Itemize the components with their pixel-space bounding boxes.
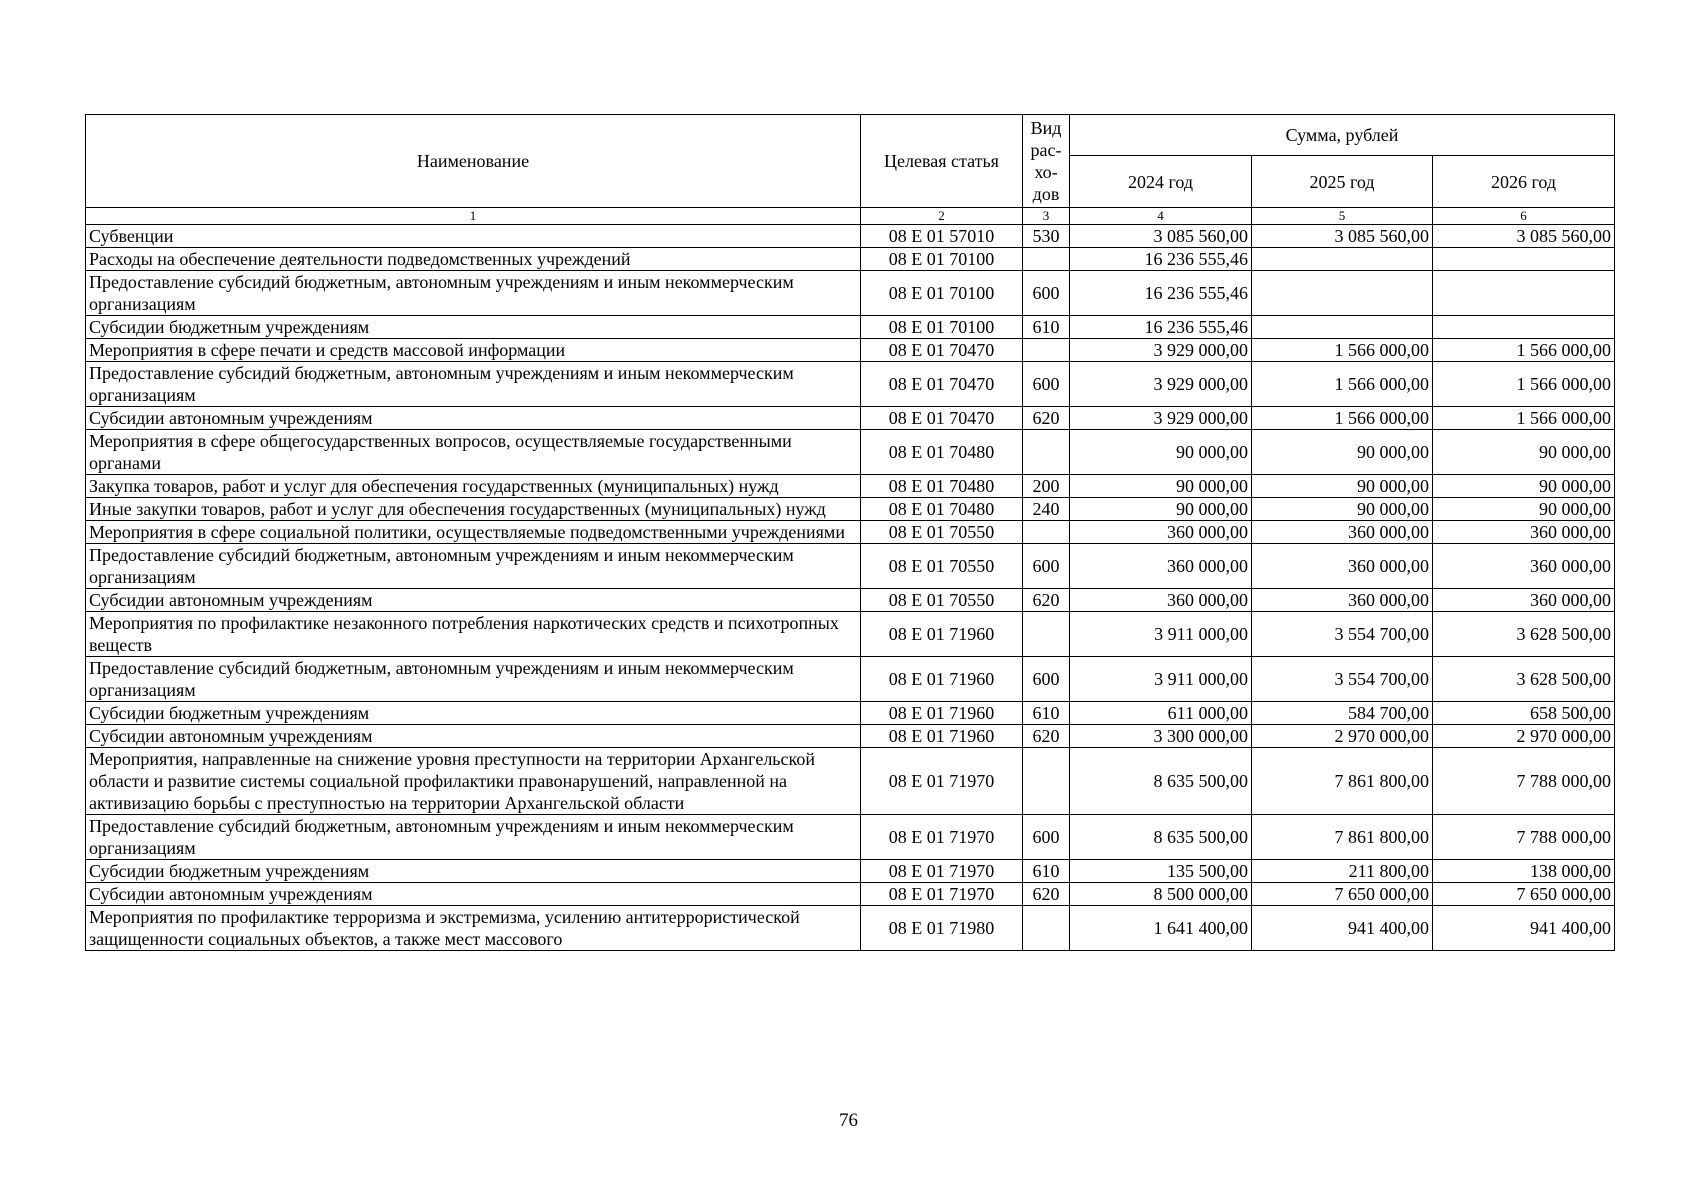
row-name: Мероприятия в сфере социальной политики, осуществляемые подведомственными учреждениями — [86, 521, 861, 544]
amount-2024: 3 929 000,00 — [1070, 339, 1252, 362]
amount-2025: 941 400,00 — [1252, 906, 1433, 951]
amount-2024: 360 000,00 — [1070, 544, 1252, 589]
amount-2026: 90 000,00 — [1433, 498, 1615, 521]
header-sum: Сумма, рублей — [1070, 115, 1615, 156]
amount-2024: 611 000,00 — [1070, 702, 1252, 725]
table-row — [86, 362, 1615, 407]
target-article-code: 08 Е 01 71960 — [861, 612, 1023, 657]
target-article-code: 08 Е 01 70480 — [861, 430, 1023, 475]
amount-2026: 7 788 000,00 — [1433, 815, 1615, 860]
table-row — [86, 883, 1615, 906]
target-article-code: 08 Е 01 70550 — [861, 521, 1023, 544]
expense-type-code: 600 — [1023, 544, 1070, 589]
amount-2024: 3 929 000,00 — [1070, 362, 1252, 407]
table-row — [86, 702, 1615, 725]
amount-2026: 90 000,00 — [1433, 430, 1615, 475]
expense-type-code: 620 — [1023, 725, 1070, 748]
target-article-code: 08 Е 01 70100 — [861, 316, 1023, 339]
amount-2026: 3 085 560,00 — [1433, 225, 1615, 248]
table-body — [86, 225, 1615, 951]
table-header — [86, 115, 1615, 225]
row-name: Мероприятия по профилактике терроризма и экстремизма, усилению антитеррористической защищенности социальных объектов, а также мест массового — [86, 906, 861, 951]
row-name: Субсидии бюджетным учреждениям — [86, 860, 861, 883]
expense-type-code — [1023, 521, 1070, 544]
amount-2026: 3 628 500,00 — [1433, 657, 1615, 702]
amount-2024: 8 635 500,00 — [1070, 815, 1252, 860]
amount-2024: 3 300 000,00 — [1070, 725, 1252, 748]
target-article-code: 08 Е 01 71970 — [861, 748, 1023, 815]
column-number: 6 — [1433, 208, 1615, 225]
expense-type-code — [1023, 906, 1070, 951]
table-row — [86, 271, 1615, 316]
table-row — [86, 407, 1615, 430]
amount-2024: 135 500,00 — [1070, 860, 1252, 883]
table-row — [86, 225, 1615, 248]
row-name: Мероприятия в сфере печати и средств массовой информации — [86, 339, 861, 362]
row-name: Предоставление субсидий бюджетным, автономным учреждениям и иным некоммерческим организациям — [86, 815, 861, 860]
amount-2025: 7 650 000,00 — [1252, 883, 1433, 906]
table-row — [86, 906, 1615, 951]
table-row — [86, 725, 1615, 748]
expense-type-code: 240 — [1023, 498, 1070, 521]
amount-2025: 7 861 800,00 — [1252, 748, 1433, 815]
target-article-code: 08 Е 01 71960 — [861, 702, 1023, 725]
amount-2026: 7 650 000,00 — [1433, 883, 1615, 906]
amount-2025: 1 566 000,00 — [1252, 407, 1433, 430]
column-number: 2 — [861, 208, 1023, 225]
table-row — [86, 498, 1615, 521]
target-article-code: 08 Е 01 71960 — [861, 725, 1023, 748]
target-article-code: 08 Е 01 57010 — [861, 225, 1023, 248]
column-number-row — [86, 208, 1615, 225]
header-expense-type: Вид рас-хо-дов — [1023, 115, 1070, 208]
target-article-code: 08 Е 01 70470 — [861, 339, 1023, 362]
table-row — [86, 475, 1615, 498]
amount-2024: 16 236 555,46 — [1070, 271, 1252, 316]
table-row — [86, 430, 1615, 475]
table-row — [86, 657, 1615, 702]
amount-2025: 211 800,00 — [1252, 860, 1433, 883]
target-article-code: 08 Е 01 71970 — [861, 815, 1023, 860]
column-number: 3 — [1023, 208, 1070, 225]
amount-2026: 1 566 000,00 — [1433, 407, 1615, 430]
row-name: Субвенции — [86, 225, 861, 248]
header-year-2024: 2024 год — [1070, 156, 1252, 208]
amount-2025: 360 000,00 — [1252, 544, 1433, 589]
expense-type-code: 610 — [1023, 860, 1070, 883]
expense-type-code: 200 — [1023, 475, 1070, 498]
expense-type-code: 600 — [1023, 362, 1070, 407]
amount-2024: 90 000,00 — [1070, 475, 1252, 498]
amount-2024: 8 635 500,00 — [1070, 748, 1252, 815]
header-name: Наименование — [86, 115, 861, 208]
amount-2025: 584 700,00 — [1252, 702, 1433, 725]
header-year-2025: 2025 год — [1252, 156, 1433, 208]
amount-2025: 360 000,00 — [1252, 589, 1433, 612]
expense-type-code: 530 — [1023, 225, 1070, 248]
amount-2026: 90 000,00 — [1433, 475, 1615, 498]
expense-type-code — [1023, 339, 1070, 362]
amount-2025: 1 566 000,00 — [1252, 362, 1433, 407]
amount-2024: 3 085 560,00 — [1070, 225, 1252, 248]
amount-2024: 8 500 000,00 — [1070, 883, 1252, 906]
amount-2025 — [1252, 271, 1433, 316]
amount-2024: 3 929 000,00 — [1070, 407, 1252, 430]
row-name: Предоставление субсидий бюджетным, автономным учреждениям и иным некоммерческим организациям — [86, 362, 861, 407]
amount-2026 — [1433, 248, 1615, 271]
amount-2025: 90 000,00 — [1252, 498, 1433, 521]
amount-2026: 658 500,00 — [1433, 702, 1615, 725]
expense-type-code: 600 — [1023, 815, 1070, 860]
row-name: Субсидии бюджетным учреждениям — [86, 316, 861, 339]
row-name: Субсидии бюджетным учреждениям — [86, 702, 861, 725]
table-row — [86, 748, 1615, 815]
amount-2025: 3 554 700,00 — [1252, 657, 1433, 702]
amount-2024: 3 911 000,00 — [1070, 612, 1252, 657]
header-target-article: Целевая статья — [861, 115, 1023, 208]
amount-2026 — [1433, 316, 1615, 339]
row-name: Субсидии автономным учреждениям — [86, 589, 861, 612]
amount-2024: 16 236 555,46 — [1070, 248, 1252, 271]
amount-2026: 360 000,00 — [1433, 589, 1615, 612]
expense-type-code — [1023, 612, 1070, 657]
row-name: Предоставление субсидий бюджетным, автономным учреждениям и иным некоммерческим организациям — [86, 657, 861, 702]
row-name: Мероприятия в сфере общегосударственных вопросов, осуществляемые государственными органами — [86, 430, 861, 475]
expense-type-code — [1023, 748, 1070, 815]
row-name: Иные закупки товаров, работ и услуг для обеспечения государственных (муниципальных) нужд — [86, 498, 861, 521]
target-article-code: 08 Е 01 70100 — [861, 271, 1023, 316]
target-article-code: 08 Е 01 70100 — [861, 248, 1023, 271]
amount-2024: 3 911 000,00 — [1070, 657, 1252, 702]
amount-2026: 2 970 000,00 — [1433, 725, 1615, 748]
column-number: 4 — [1070, 208, 1252, 225]
amount-2024: 16 236 555,46 — [1070, 316, 1252, 339]
table-row — [86, 612, 1615, 657]
row-name: Субсидии автономным учреждениям — [86, 883, 861, 906]
amount-2025 — [1252, 316, 1433, 339]
expense-type-code: 620 — [1023, 407, 1070, 430]
amount-2024: 360 000,00 — [1070, 521, 1252, 544]
expense-type-code: 620 — [1023, 589, 1070, 612]
amount-2025: 360 000,00 — [1252, 521, 1433, 544]
budget-table — [85, 114, 1615, 951]
target-article-code: 08 Е 01 70550 — [861, 544, 1023, 589]
amount-2025: 2 970 000,00 — [1252, 725, 1433, 748]
amount-2026: 138 000,00 — [1433, 860, 1615, 883]
amount-2025: 3 085 560,00 — [1252, 225, 1433, 248]
amount-2025: 1 566 000,00 — [1252, 339, 1433, 362]
expense-type-code: 600 — [1023, 657, 1070, 702]
target-article-code: 08 Е 01 70480 — [861, 475, 1023, 498]
amount-2024: 1 641 400,00 — [1070, 906, 1252, 951]
column-number: 5 — [1252, 208, 1433, 225]
table-row — [86, 544, 1615, 589]
expense-type-code: 600 — [1023, 271, 1070, 316]
amount-2026: 360 000,00 — [1433, 544, 1615, 589]
row-name: Закупка товаров, работ и услуг для обеспечения государственных (муниципальных) нужд — [86, 475, 861, 498]
amount-2026: 3 628 500,00 — [1433, 612, 1615, 657]
amount-2025 — [1252, 248, 1433, 271]
amount-2026: 7 788 000,00 — [1433, 748, 1615, 815]
target-article-code: 08 Е 01 70480 — [861, 498, 1023, 521]
table-row — [86, 316, 1615, 339]
amount-2025: 3 554 700,00 — [1252, 612, 1433, 657]
target-article-code: 08 Е 01 71980 — [861, 906, 1023, 951]
target-article-code: 08 Е 01 70550 — [861, 589, 1023, 612]
expense-type-code: 620 — [1023, 883, 1070, 906]
amount-2025: 90 000,00 — [1252, 430, 1433, 475]
target-article-code: 08 Е 01 71970 — [861, 883, 1023, 906]
column-number: 1 — [86, 208, 861, 225]
expense-type-code — [1023, 430, 1070, 475]
target-article-code: 08 Е 01 70470 — [861, 362, 1023, 407]
amount-2025: 90 000,00 — [1252, 475, 1433, 498]
amount-2024: 90 000,00 — [1070, 498, 1252, 521]
amount-2026: 1 566 000,00 — [1433, 362, 1615, 407]
row-name: Субсидии автономным учреждениям — [86, 407, 861, 430]
table-row — [86, 248, 1615, 271]
amount-2025: 7 861 800,00 — [1252, 815, 1433, 860]
row-name: Предоставление субсидий бюджетным, автономным учреждениям и иным некоммерческим организациям — [86, 271, 861, 316]
expense-type-code: 610 — [1023, 702, 1070, 725]
amount-2026: 360 000,00 — [1433, 521, 1615, 544]
header-year-2026: 2026 год — [1433, 156, 1615, 208]
amount-2024: 360 000,00 — [1070, 589, 1252, 612]
table-row — [86, 860, 1615, 883]
expense-type-code — [1023, 248, 1070, 271]
table-row — [86, 815, 1615, 860]
amount-2026: 1 566 000,00 — [1433, 339, 1615, 362]
table-row — [86, 589, 1615, 612]
target-article-code: 08 Е 01 71970 — [861, 860, 1023, 883]
row-name: Мероприятия по профилактике незаконного потребления наркотических средств и психотропных веществ — [86, 612, 861, 657]
amount-2026 — [1433, 271, 1615, 316]
row-name: Субсидии автономным учреждениям — [86, 725, 861, 748]
amount-2024: 90 000,00 — [1070, 430, 1252, 475]
row-name: Мероприятия, направленные на снижение уровня преступности на территории Архангельской области и развитие системы социальной профилактики правонарушений, направленной на активизацию борьбы с преступностью на территории Архангельской области — [86, 748, 861, 815]
page-number: 76 — [839, 1110, 858, 1131]
row-name: Предоставление субсидий бюджетным, автономным учреждениям и иным некоммерческим организациям — [86, 544, 861, 589]
target-article-code: 08 Е 01 70470 — [861, 407, 1023, 430]
table-row — [86, 521, 1615, 544]
amount-2026: 941 400,00 — [1433, 906, 1615, 951]
row-name: Расходы на обеспечение деятельности подведомственных учреждений — [86, 248, 861, 271]
table-row — [86, 339, 1615, 362]
target-article-code: 08 Е 01 71960 — [861, 657, 1023, 702]
expense-type-code: 610 — [1023, 316, 1070, 339]
